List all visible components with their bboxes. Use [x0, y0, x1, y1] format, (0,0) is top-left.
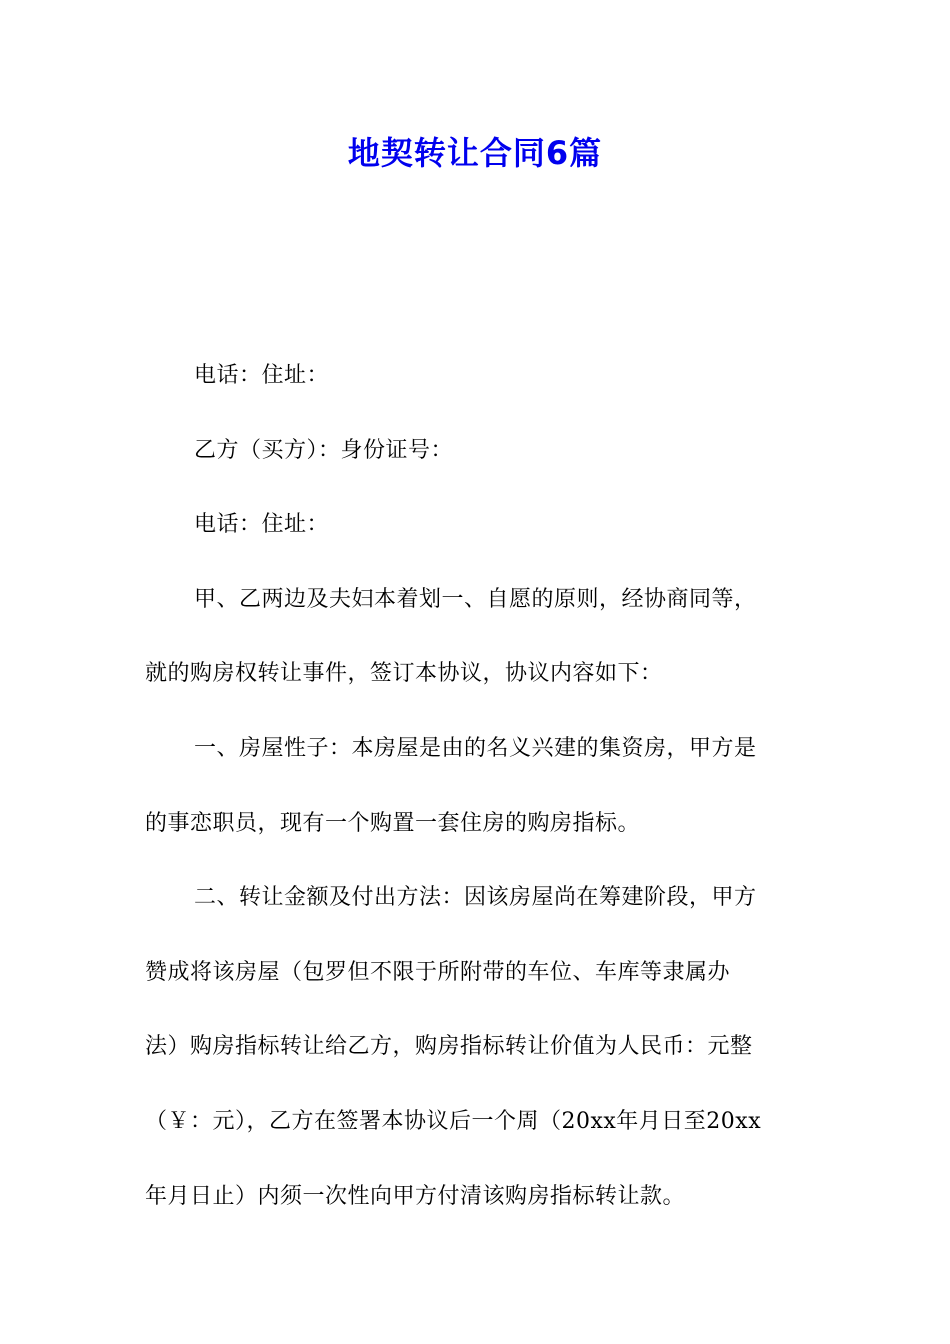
text-line: 赞成将该房屋（包罗但不限于所附带的车位、车库等隶属办 [145, 959, 731, 985]
text-line: 电话：住址： [194, 363, 330, 388]
text-line: 电话：住址： [194, 512, 330, 538]
paragraph-party-b [145, 414, 805, 489]
text-line: 甲、乙两边及夫妇本着划一、自愿的原则，经协商同等， [194, 586, 757, 612]
paragraph-contact-b [145, 488, 805, 563]
text-line: 法）购房指标转让给乙方，购房指标转让价值为人民币：元整 [145, 1034, 753, 1060]
paragraph-clause-2 [145, 861, 805, 1234]
document-body [145, 339, 805, 1234]
paragraph-clause-1 [145, 712, 805, 861]
text-line: 的事恋职员，现有一个购置一套住房的购房指标。 [145, 810, 641, 836]
text-line: 乙方（买方）：身份证号： [194, 437, 454, 463]
text-line: 就的购房权转让事件，签订本协议，协议内容如下： [145, 661, 663, 687]
text-line: 二、转让金额及付出方法：因该房屋尚在筹建阶段，甲方 [194, 885, 757, 911]
paragraph-contact-a [145, 339, 805, 414]
paragraph-preamble [145, 563, 805, 712]
text-line: 一、房屋性子：本房屋是由的名义兴建的集资房，甲方是 [194, 735, 757, 761]
text-line: （￥：元），乙方在签署本协议后一个周（20xx年月日至20xx [145, 1108, 762, 1134]
text-line: 年月日止）内须一次性向甲方付清该购房指标转让款。 [145, 1183, 686, 1209]
document-title: 地契转让合同6篇 [347, 134, 603, 172]
